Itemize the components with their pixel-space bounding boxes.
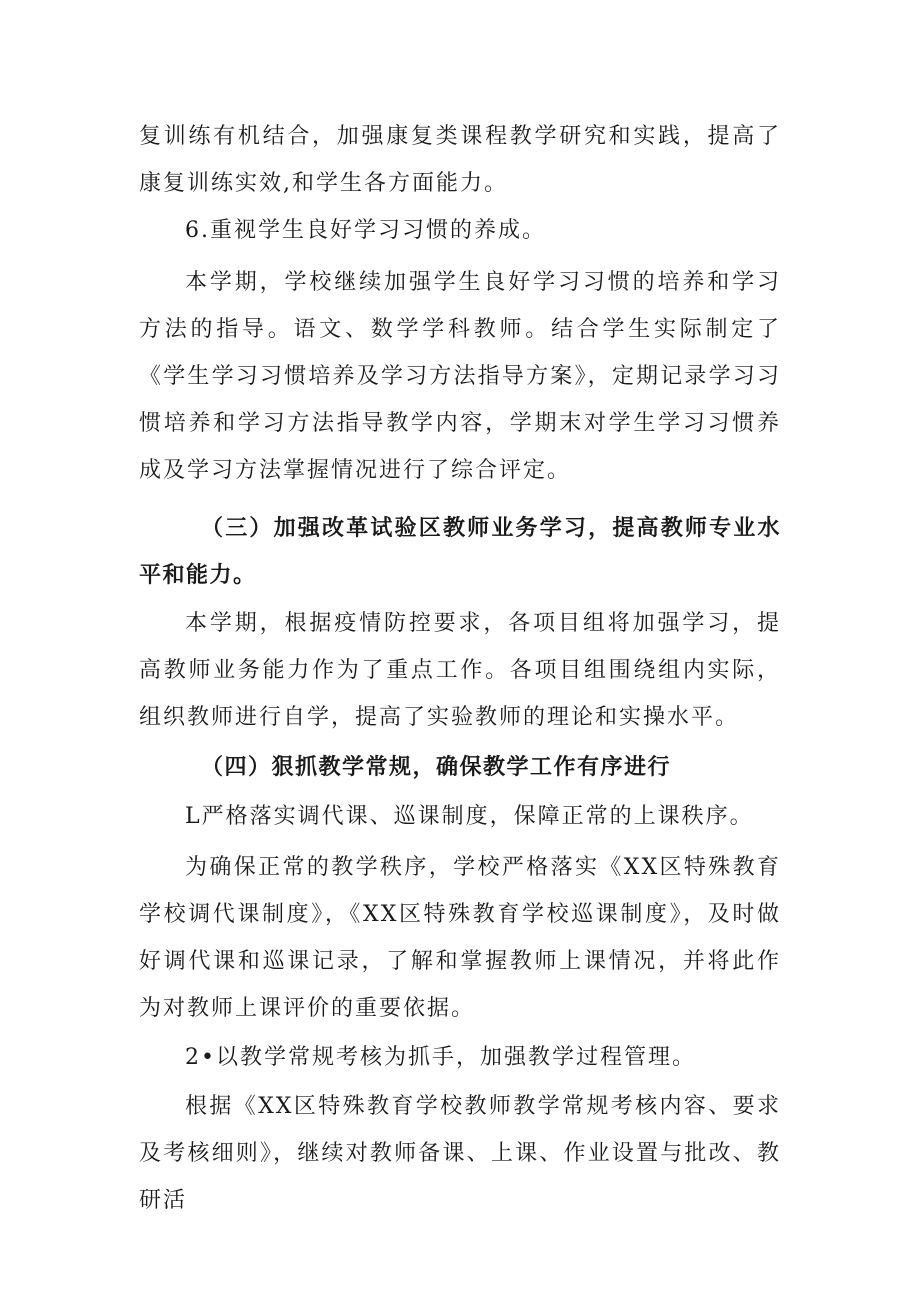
item-6-study-habits: 6.重视学生良好学习习惯的养成。 (185, 218, 546, 243)
heading-section-3: （三）加强改革试验区教师业务学习，提高教师专业水平和能力。 (139, 516, 781, 588)
item-2-routine-assessment: 2•以教学常规考核为抓手，加强教学过程管理。 (185, 1045, 696, 1070)
paragraph-rehab-training: 复训练有机结合，加强康复类课程教学研究和实践，提高了康复训练实效,和学生各方面能力。 (139, 124, 781, 196)
heading-section-4: （四）狠抓教学常规，确保教学工作有序进行 (201, 755, 672, 780)
paragraph-study-habits: 本学期，学校继续加强学生良好学习习惯的培养和学习方法的指导。语文、数学学科教师。结合学生实际制定了《学生学习习惯培养及学习方法指导方案》，定期记录学习习惯培养和学习方法指导教学内容，学期末对学生学习习惯养成及学习方法掌握情况进行了综合评定。 (139, 270, 781, 483)
paragraph-assessment-rules: 根据《XX区特殊教育学校教师教学常规考核内容、要求及考核细则》，继续对教师备课、上课、作业设置与批改、教研活 (139, 1094, 781, 1213)
item-1-class-schedule: L严格落实调代课、巡课制度，保障正常的上课秩序。 (185, 804, 754, 829)
paragraph-class-order: 为确保正常的教学秩序，学校严格落实《XX区特殊教育学校调代课制度》，《XX区特殊教育学校巡课制度》，及时做好调代课和巡课记录，了解和掌握教师上课情况，并将此作为对教师上课评价的重要依据。 (139, 855, 781, 1021)
paragraph-teacher-study: 本学期，根据疫情防控要求，各项目组将加强学习，提高教师业务能力作为了重点工作。各项目组围绕组内实际，组织教师进行自学，提高了实验教师的理论和实操水平。 (139, 611, 781, 730)
